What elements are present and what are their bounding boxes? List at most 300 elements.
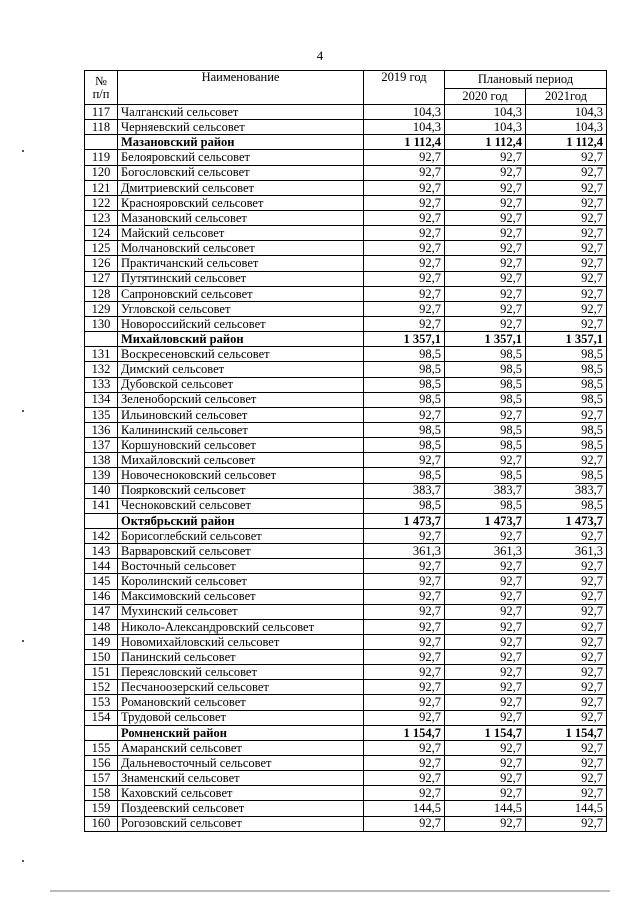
value-2019: 1 154,7 (364, 725, 445, 740)
value-2019: 92,7 (364, 574, 445, 589)
row-number: 155 (85, 740, 118, 755)
value-2021: 92,7 (526, 271, 607, 286)
table-row (85, 665, 607, 680)
row-number: 120 (85, 165, 118, 180)
table-row (85, 195, 607, 210)
value-2019: 92,7 (364, 180, 445, 195)
settlement-name: Практичанский сельсовет (118, 256, 364, 271)
value-2019: 92,7 (364, 210, 445, 225)
header-number-symbol: № (95, 74, 107, 88)
value-2020: 98,5 (445, 347, 526, 362)
table-row (85, 105, 607, 120)
value-2021: 92,7 (526, 619, 607, 634)
margin-mark (22, 150, 24, 152)
value-2020: 98,5 (445, 392, 526, 407)
settlement-name: Новомихайловский сельсовет (118, 634, 364, 649)
row-number: 157 (85, 771, 118, 786)
row-number: 136 (85, 422, 118, 437)
value-2019: 1 473,7 (364, 513, 445, 528)
value-2021: 98,5 (526, 438, 607, 453)
header-number (85, 71, 118, 105)
value-2021: 1 357,1 (526, 332, 607, 347)
settlement-name: Сапроновский сельсовет (118, 286, 364, 301)
table-row (85, 680, 607, 695)
value-2019: 92,7 (364, 453, 445, 468)
value-2019: 92,7 (364, 150, 445, 165)
row-number: 128 (85, 286, 118, 301)
value-2020: 92,7 (445, 316, 526, 331)
settlement-name: Максимовский сельсовет (118, 589, 364, 604)
value-2021: 98,5 (526, 468, 607, 483)
value-2021: 92,7 (526, 528, 607, 543)
value-2021: 98,5 (526, 362, 607, 377)
scan-edge-line (50, 890, 610, 892)
value-2020: 383,7 (445, 483, 526, 498)
value-2020: 92,7 (445, 786, 526, 801)
value-2019: 98,5 (364, 377, 445, 392)
value-2020: 92,7 (445, 695, 526, 710)
settlement-name: Черняевский сельсовет (118, 120, 364, 135)
settlement-name: Димский сельсовет (118, 362, 364, 377)
table-row (85, 392, 607, 407)
settlement-name: Зеленоборский сельсовет (118, 392, 364, 407)
row-number: 143 (85, 544, 118, 559)
value-2019: 92,7 (364, 241, 445, 256)
value-2021: 92,7 (526, 210, 607, 225)
row-number: 148 (85, 619, 118, 634)
value-2020: 92,7 (445, 589, 526, 604)
table-row (85, 710, 607, 725)
table-row (85, 483, 607, 498)
table-row (85, 347, 607, 362)
value-2019: 98,5 (364, 438, 445, 453)
settlement-name: Трудовой сельсовет (118, 710, 364, 725)
value-2020: 92,7 (445, 634, 526, 649)
value-2021: 92,7 (526, 680, 607, 695)
value-2021: 92,7 (526, 589, 607, 604)
table-row (85, 180, 607, 195)
table-row (85, 756, 607, 771)
value-2020: 92,7 (445, 407, 526, 422)
settlement-name: Знаменский сельсовет (118, 771, 364, 786)
settlement-name: Мазановский район (118, 135, 364, 150)
settlement-name: Николо-Александровский сельсовет (118, 619, 364, 634)
value-2020: 92,7 (445, 180, 526, 195)
value-2019: 92,7 (364, 301, 445, 316)
row-number: 154 (85, 710, 118, 725)
district-total-row (85, 332, 607, 347)
value-2021: 92,7 (526, 559, 607, 574)
table-row (85, 453, 607, 468)
value-2020: 92,7 (445, 756, 526, 771)
settlement-name: Песчаноозерский сельсовет (118, 680, 364, 695)
row-number: 118 (85, 120, 118, 135)
value-2021: 92,7 (526, 165, 607, 180)
value-2019: 92,7 (364, 680, 445, 695)
value-2020: 361,3 (445, 544, 526, 559)
value-2021: 98,5 (526, 498, 607, 513)
value-2020: 98,5 (445, 438, 526, 453)
settlement-name: Варваровский сельсовет (118, 544, 364, 559)
settlement-name: Путятинский сельсовет (118, 271, 364, 286)
table-row (85, 226, 607, 241)
row-number: 127 (85, 271, 118, 286)
value-2021: 92,7 (526, 150, 607, 165)
row-number: 137 (85, 438, 118, 453)
value-2020: 92,7 (445, 226, 526, 241)
table-row (85, 786, 607, 801)
table-row (85, 574, 607, 589)
value-2019: 92,7 (364, 271, 445, 286)
header-year-2019: 2019 год (364, 71, 445, 105)
value-2020: 1 473,7 (445, 513, 526, 528)
value-2021: 92,7 (526, 180, 607, 195)
value-2021: 92,7 (526, 241, 607, 256)
header-year-2021: 2021год (526, 89, 607, 105)
row-number (85, 332, 118, 347)
value-2019: 98,5 (364, 347, 445, 362)
settlement-name: Октябрьский район (118, 513, 364, 528)
value-2020: 92,7 (445, 710, 526, 725)
value-2021: 1 473,7 (526, 513, 607, 528)
value-2020: 1 112,4 (445, 135, 526, 150)
table-body (85, 105, 607, 832)
value-2019: 1 357,1 (364, 332, 445, 347)
value-2021: 92,7 (526, 665, 607, 680)
value-2020: 92,7 (445, 619, 526, 634)
row-number (85, 513, 118, 528)
value-2021: 98,5 (526, 392, 607, 407)
value-2021: 92,7 (526, 710, 607, 725)
row-number (85, 135, 118, 150)
value-2020: 92,7 (445, 150, 526, 165)
row-number: 149 (85, 634, 118, 649)
value-2020: 98,5 (445, 377, 526, 392)
value-2021: 92,7 (526, 256, 607, 271)
table-row (85, 438, 607, 453)
value-2020: 1 357,1 (445, 332, 526, 347)
value-2020: 92,7 (445, 528, 526, 543)
table-row (85, 650, 607, 665)
table-row (85, 771, 607, 786)
value-2019: 92,7 (364, 786, 445, 801)
row-number: 117 (85, 105, 118, 120)
table-row (85, 165, 607, 180)
row-number: 125 (85, 241, 118, 256)
row-number: 121 (85, 180, 118, 195)
settlement-name: Красноярoвский сельсовет (118, 195, 364, 210)
value-2019: 92,7 (364, 407, 445, 422)
value-2020: 104,3 (445, 105, 526, 120)
value-2019: 92,7 (364, 226, 445, 241)
table-row (85, 740, 607, 755)
margin-mark (22, 640, 24, 642)
table-row (85, 559, 607, 574)
row-number: 158 (85, 786, 118, 801)
value-2021: 98,5 (526, 422, 607, 437)
settlement-name: Коршуновский сельсовет (118, 438, 364, 453)
row-number: 152 (85, 680, 118, 695)
settlement-name: Восточный сельсовет (118, 559, 364, 574)
header-name: Наименование (118, 71, 364, 105)
value-2020: 92,7 (445, 559, 526, 574)
row-number: 144 (85, 559, 118, 574)
settlement-name: Каховский сельсовет (118, 786, 364, 801)
value-2019: 92,7 (364, 771, 445, 786)
settlement-name: Молчановский сельсовет (118, 241, 364, 256)
value-2019: 92,7 (364, 256, 445, 271)
row-number: 147 (85, 604, 118, 619)
settlement-name: Угловской сельсовет (118, 301, 364, 316)
value-2019: 144,5 (364, 801, 445, 816)
value-2021: 92,7 (526, 816, 607, 831)
row-number: 123 (85, 210, 118, 225)
settlement-name: Михайловский район (118, 332, 364, 347)
settlement-name: Рогозовский сельсовет (118, 816, 364, 831)
value-2020: 98,5 (445, 422, 526, 437)
value-2019: 92,7 (364, 695, 445, 710)
value-2019: 92,7 (364, 286, 445, 301)
settlement-name: Ромненский район (118, 725, 364, 740)
settlement-name: Дальневосточный сельсовет (118, 756, 364, 771)
settlement-name: Чесноковский сельсовет (118, 498, 364, 513)
header-number-abbr: п/п (92, 86, 110, 101)
value-2019: 92,7 (364, 559, 445, 574)
settlement-name: Чалганский сельсовет (118, 105, 364, 120)
table-row (85, 286, 607, 301)
row-number: 146 (85, 589, 118, 604)
value-2019: 98,5 (364, 362, 445, 377)
table-row (85, 589, 607, 604)
row-number: 150 (85, 650, 118, 665)
district-total-row (85, 135, 607, 150)
row-number: 159 (85, 801, 118, 816)
settlement-name: Амаранский сельсовет (118, 740, 364, 755)
table-row (85, 801, 607, 816)
value-2019: 92,7 (364, 816, 445, 831)
value-2021: 92,7 (526, 740, 607, 755)
value-2019: 92,7 (364, 165, 445, 180)
settlement-name: Борисоглебский сельсовет (118, 528, 364, 543)
value-2020: 92,7 (445, 740, 526, 755)
table-row (85, 619, 607, 634)
table-row (85, 256, 607, 271)
table-row (85, 407, 607, 422)
settlement-name: Богословский сельсовет (118, 165, 364, 180)
value-2021: 92,7 (526, 771, 607, 786)
settlement-name: Михайловский сельсовет (118, 453, 364, 468)
value-2021: 92,7 (526, 226, 607, 241)
value-2021: 92,7 (526, 407, 607, 422)
value-2021: 92,7 (526, 195, 607, 210)
value-2020: 92,7 (445, 680, 526, 695)
table-row (85, 544, 607, 559)
value-2021: 144,5 (526, 801, 607, 816)
settlement-name: Новороссийский сельсовет (118, 316, 364, 331)
value-2019: 104,3 (364, 105, 445, 120)
value-2019: 92,7 (364, 634, 445, 649)
row-number: 141 (85, 498, 118, 513)
table-row (85, 604, 607, 619)
settlement-name: Ильиновский сельсовет (118, 407, 364, 422)
table-row (85, 498, 607, 513)
row-number: 151 (85, 665, 118, 680)
table-row (85, 241, 607, 256)
header-planned-period: Плановый период (445, 71, 607, 89)
table-row (85, 210, 607, 225)
table-row (85, 528, 607, 543)
settlement-name: Поздеевский сельсовет (118, 801, 364, 816)
row-number: 139 (85, 468, 118, 483)
row-number: 129 (85, 301, 118, 316)
page-number: 4 (316, 48, 324, 63)
value-2020: 98,5 (445, 468, 526, 483)
value-2020: 92,7 (445, 650, 526, 665)
value-2021: 92,7 (526, 453, 607, 468)
settlement-name: Королинский сельсовет (118, 574, 364, 589)
table-row (85, 468, 607, 483)
table-row (85, 316, 607, 331)
row-number: 119 (85, 150, 118, 165)
value-2019: 92,7 (364, 528, 445, 543)
row-number: 140 (85, 483, 118, 498)
settlement-name: Дмитриевский сельсовет (118, 180, 364, 195)
value-2021: 92,7 (526, 756, 607, 771)
table-row (85, 377, 607, 392)
value-2021: 92,7 (526, 650, 607, 665)
value-2021: 92,7 (526, 286, 607, 301)
settlement-name: Романовский сельсовет (118, 695, 364, 710)
value-2020: 92,7 (445, 816, 526, 831)
row-number: 130 (85, 316, 118, 331)
district-total-row (85, 513, 607, 528)
settlement-name: Воскресеновский сельсовет (118, 347, 364, 362)
row-number: 131 (85, 347, 118, 362)
value-2019: 1 112,4 (364, 135, 445, 150)
value-2020: 104,3 (445, 120, 526, 135)
value-2020: 92,7 (445, 210, 526, 225)
table-row (85, 695, 607, 710)
value-2019: 92,7 (364, 665, 445, 680)
settlement-name: Новочесноковский сельсовет (118, 468, 364, 483)
settlement-name: Белояровский сельсовет (118, 150, 364, 165)
row-number: 153 (85, 695, 118, 710)
value-2020: 98,5 (445, 362, 526, 377)
value-2019: 92,7 (364, 740, 445, 755)
table-row (85, 634, 607, 649)
value-2021: 98,5 (526, 347, 607, 362)
settlement-name: Калининский сельсовет (118, 422, 364, 437)
settlement-name: Мухинский сельсовет (118, 604, 364, 619)
value-2021: 92,7 (526, 786, 607, 801)
table-row (85, 150, 607, 165)
table-row (85, 271, 607, 286)
value-2021: 104,3 (526, 120, 607, 135)
settlement-name: Мазановский сельсовет (118, 210, 364, 225)
value-2021: 383,7 (526, 483, 607, 498)
value-2019: 92,7 (364, 619, 445, 634)
table-row (85, 362, 607, 377)
value-2019: 92,7 (364, 316, 445, 331)
row-number: 126 (85, 256, 118, 271)
table-row (85, 816, 607, 831)
value-2020: 92,7 (445, 286, 526, 301)
value-2019: 361,3 (364, 544, 445, 559)
row-number: 135 (85, 407, 118, 422)
row-number: 133 (85, 377, 118, 392)
table-row (85, 301, 607, 316)
value-2019: 92,7 (364, 710, 445, 725)
row-number: 134 (85, 392, 118, 407)
header-year-2020: 2020 год (445, 89, 526, 105)
margin-mark (22, 410, 24, 412)
table-row (85, 120, 607, 135)
value-2020: 92,7 (445, 256, 526, 271)
value-2020: 92,7 (445, 771, 526, 786)
row-number: 132 (85, 362, 118, 377)
row-number: 160 (85, 816, 118, 831)
value-2019: 92,7 (364, 604, 445, 619)
value-2021: 98,5 (526, 377, 607, 392)
district-total-row (85, 725, 607, 740)
value-2020: 92,7 (445, 241, 526, 256)
value-2020: 98,5 (445, 498, 526, 513)
row-number: 138 (85, 453, 118, 468)
table-row (85, 422, 607, 437)
value-2019: 104,3 (364, 120, 445, 135)
value-2020: 92,7 (445, 604, 526, 619)
row-number: 124 (85, 226, 118, 241)
row-number: 145 (85, 574, 118, 589)
value-2020: 92,7 (445, 453, 526, 468)
settlement-name: Майский сельсовет (118, 226, 364, 241)
value-2020: 92,7 (445, 271, 526, 286)
value-2020: 144,5 (445, 801, 526, 816)
value-2021: 361,3 (526, 544, 607, 559)
value-2021: 1 112,4 (526, 135, 607, 150)
value-2021: 92,7 (526, 604, 607, 619)
row-number: 122 (85, 195, 118, 210)
value-2021: 92,7 (526, 695, 607, 710)
value-2019: 383,7 (364, 483, 445, 498)
settlement-name: Дубовской сельсовет (118, 377, 364, 392)
settlement-name: Поярковский сельсовет (118, 483, 364, 498)
value-2020: 92,7 (445, 165, 526, 180)
value-2019: 92,7 (364, 589, 445, 604)
value-2021: 92,7 (526, 574, 607, 589)
value-2019: 98,5 (364, 422, 445, 437)
value-2021: 1 154,7 (526, 725, 607, 740)
margin-mark (22, 860, 24, 862)
row-number: 156 (85, 756, 118, 771)
value-2021: 92,7 (526, 316, 607, 331)
value-2020: 92,7 (445, 195, 526, 210)
value-2021: 92,7 (526, 301, 607, 316)
value-2019: 98,5 (364, 468, 445, 483)
value-2020: 92,7 (445, 301, 526, 316)
settlement-name: Переясловский сельсовет (118, 665, 364, 680)
value-2019: 92,7 (364, 650, 445, 665)
settlement-name: Панинский сельсовет (118, 650, 364, 665)
value-2020: 92,7 (445, 574, 526, 589)
row-number: 142 (85, 528, 118, 543)
value-2019: 98,5 (364, 498, 445, 513)
value-2019: 98,5 (364, 392, 445, 407)
row-number (85, 725, 118, 740)
value-2019: 92,7 (364, 756, 445, 771)
value-2020: 1 154,7 (445, 725, 526, 740)
value-2019: 92,7 (364, 195, 445, 210)
